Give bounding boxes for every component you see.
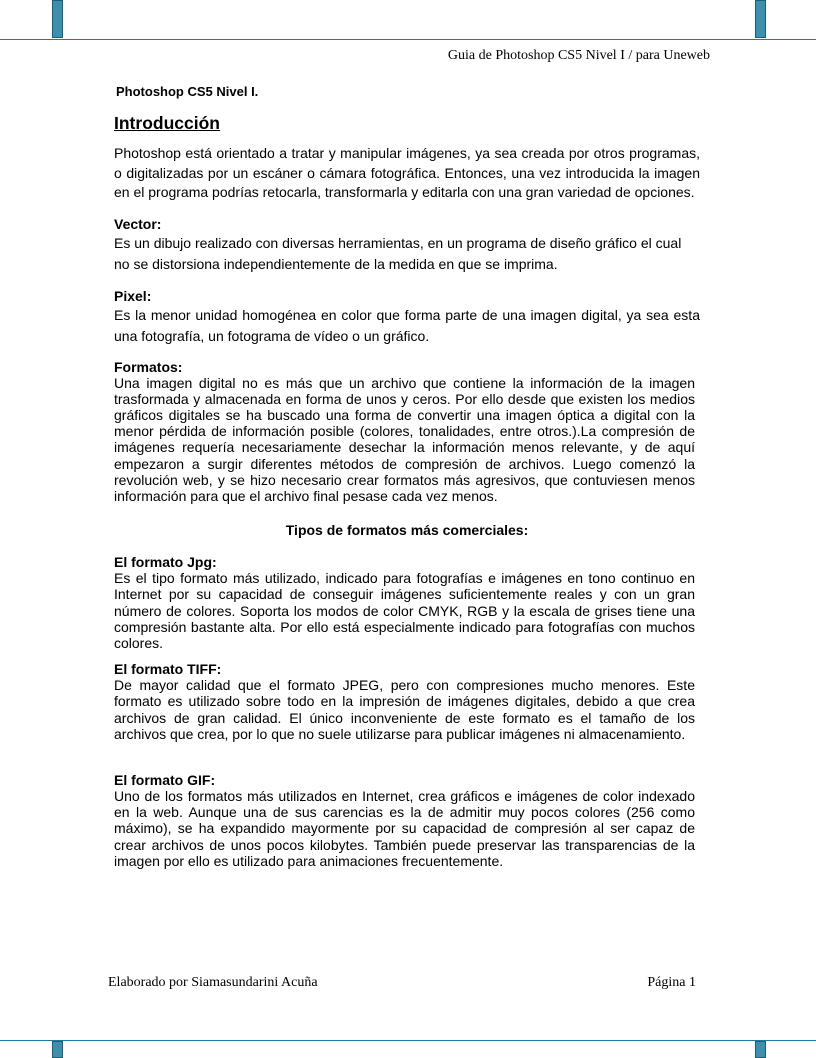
footer-page-number: Página 1: [647, 975, 696, 990]
bottom-left-corner-bar: [52, 1041, 63, 1058]
tiff-heading: El formato TIFF:: [114, 661, 222, 678]
vector-heading: Vector:: [114, 215, 162, 232]
page-header: Guia de Photoshop CS5 Nivel I / para Uneweb: [447, 48, 710, 63]
intro-paragraph: Photoshop está orientado a tratar y manipular imágenes, ya sea creada por otros programas, o digitalizadas por un escáner o cámara fotográfica. Entonces, una vez introducida la imagen en el programa podrías retocarla, transformarla y editarla con una gran variedad de opciones.: [114, 145, 700, 200]
top-right-corner-bar: [755, 0, 766, 38]
footer-author: Elaborado por Siamasundarini Acuña: [108, 975, 318, 990]
pixel-paragraph: Es la menor unidad homogénea en color que forma parte de una imagen digital, ya sea esta una fotografía, un fotograma de vídeo o un gráfico.: [114, 306, 700, 344]
intro-heading: Introducción: [114, 113, 220, 133]
header-rule: [0, 39, 816, 40]
formatos-heading: Formatos:: [114, 358, 183, 375]
footer-rule: [0, 1040, 816, 1041]
document-title: Photoshop CS5 Nivel I.: [116, 84, 259, 99]
formatos-paragraph: Una imagen digital no es más que un archivo que contiene la información de la imagen trasformada y almacenada en forma de unos y ceros. Por ello desde que existen los medios gráficos digitales se ha buscado una forma de convertir una imagen óptica a digital con la menor pérdida de información posible (colores, tonalidades, entre otros.).La compresión de imágenes requería necesariamente desechar la información menos relevante, y de aquí empezaron a surgir diferentes métodos de compresión de archivos. Luego comenzó la revolución web, y se hizo necesario crear formatos más agresivos, que contuviesen menos información para que el archivo final pesase cada vez menos.: [114, 374, 695, 504]
gif-paragraph: Uno de los formatos más utilizados en Internet, crea gráficos e imágenes de color indexado en la web. Aunque una de sus carencias es la de admitir muy pocos colores (256 como máximo), se ha expandido mayormente por su capacidad de compresión al ser capaz de crear archivos de unos pocos kilobytes. También puede preservar las transparencias de la imagen por ello es utilizado para animaciones frecuentemente.: [114, 787, 695, 869]
gif-heading: El formato GIF:: [114, 771, 216, 788]
jpg-paragraph: Es el tipo formato más utilizado, indicado para fotografías e imágenes en tono continuo en Internet por su capacidad de conseguir imágenes suficientemente reales y con un gran número de colores. Soporta los modos de color CMYK, RGB y la escala de grises tiene una compresión bastante alta. Por ello está especialmente indicado para fotografías con muchos colores.: [114, 570, 695, 651]
top-left-corner-bar: [52, 0, 63, 38]
bottom-right-corner-bar: [755, 1041, 766, 1058]
vector-paragraph: Es un dibujo realizado con diversas herramientas, en un programa de diseño gráfico el cual no se distorsiona independientemente de la medida en que se imprima.: [114, 234, 682, 272]
pixel-heading: Pixel:: [114, 287, 152, 304]
jpg-heading: El formato Jpg:: [114, 554, 217, 571]
document-body: [114, 84, 700, 869]
tiff-paragraph: De mayor calidad que el formato JPEG, pero con compresiones mucho menores. Este formato es utilizado sobre todo en la impresión de imágenes digitales, debido a que crea archivos de gran calidad. El único inconveniente de este formato es el tamaño de los archivos que crea, por lo que no suele utilizarse para publicar imágenes ni almacenamiento.: [114, 677, 695, 742]
tipos-heading: Tipos de formatos más comerciales:: [285, 522, 529, 539]
